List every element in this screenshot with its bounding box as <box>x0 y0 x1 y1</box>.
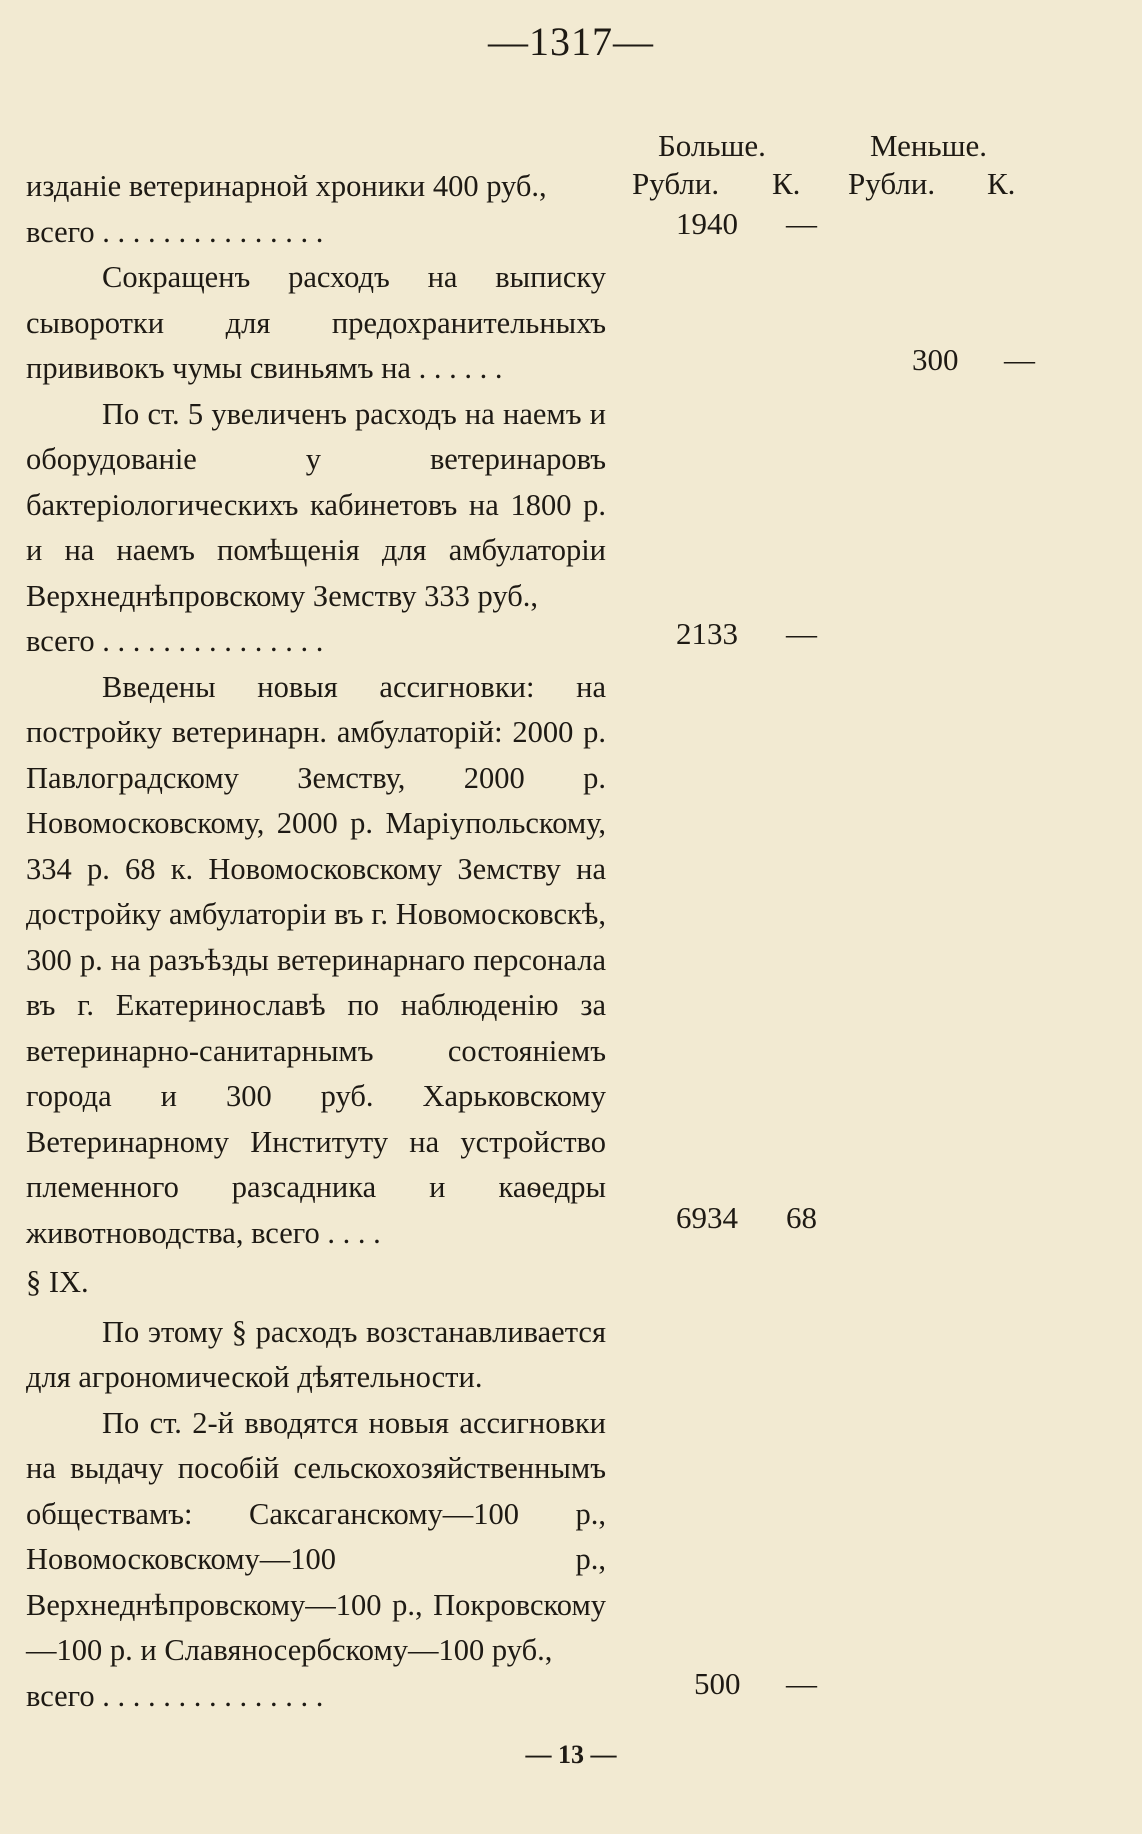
paragraph: По этому § расходъ возстанавливается для агрономической дѣятельности. <box>26 1314 606 1394</box>
amount-kop-more: — <box>786 1666 817 1701</box>
amount-rubles-more: 6934 <box>676 1200 738 1235</box>
paragraph-line: всего . . . . . . . . . . . . . . . <box>26 1678 324 1713</box>
column-subheader-kop-more: К. <box>772 166 801 201</box>
column-header-less: Меньше. <box>870 128 988 163</box>
paragraph-line: всего . . . . . . . . . . . . . . . <box>26 624 324 658</box>
amount-kop-less: — <box>1004 342 1035 377</box>
column-header-more: Больше. <box>658 128 766 163</box>
text-column <box>26 164 606 1719</box>
paragraph: Сокращенъ расходъ на выписку сыворотки для предохранительныхъ прививокъ чумы свиньямъ на . . . . . . <box>26 260 606 385</box>
amount-kop-more: — <box>786 616 817 651</box>
amount-kop-more: 68 <box>786 1200 817 1235</box>
paragraph-line: всего . . . . . . . . . . . . . . . <box>26 214 324 249</box>
paragraph: Введены новыя ассигновки: на постройку ветеринарн. амбулаторій: 2000 р. Павлоградскому Земству, 2000 р. Новомосковскому, 2000 р. Маріупольскому, 334 р. 68 к. Новомосковскому Земству на достройку амбулаторіи въ г. Новомосковскѣ, 300 р. на разъѣзды ветеринарнаго персонала въ г. Екатеринославѣ по наблюденію за ветеринарно-санитарнымъ состояніемъ города и 300 руб. Харьковскому Ветеринарному Институту на устройство племенного разсадника и каѳедры животноводства, всего . . . . <box>26 669 606 1250</box>
amount-rubles-less: 300 <box>912 342 959 377</box>
amount-rubles-more: 500 <box>694 1666 741 1701</box>
column-subheader-kop-less: К. <box>987 166 1016 201</box>
column-subheader-rubles-less: Рубли. <box>848 166 936 201</box>
amount-rubles-more: 1940 <box>676 206 738 241</box>
signature-mark: — 13 — <box>525 1740 617 1769</box>
amount-kop-more: — <box>786 206 817 241</box>
section-heading: § IX. <box>26 1265 89 1299</box>
paragraph-line: изданіе ветеринарной хроники 400 руб., <box>26 169 547 203</box>
page-number: —1317— <box>488 19 654 64</box>
paragraph: По ст. 5 увеличенъ расходъ на наемъ и оборудованіе у ветеринаровъ бактеріологическихъ кабинетовъ на 1800 р. и на наемъ помѣщенія для амбулаторіи Верхнеднѣпровскому Земству 333 руб., <box>26 396 606 613</box>
amount-rubles-more: 2133 <box>676 616 738 651</box>
column-subheader-rubles-more: Рубли. <box>632 166 720 201</box>
paragraph: По ст. 2-й вводятся новыя ассигновки на выдачу пособій сельскохозяйственнымъ обществамъ: Саксаганскому—100 р., Новомосковскому—100 р., Верхнеднѣпровскому—100 р., Покровскому—100 р. и Славяносербскому—100 руб., <box>26 1405 606 1667</box>
